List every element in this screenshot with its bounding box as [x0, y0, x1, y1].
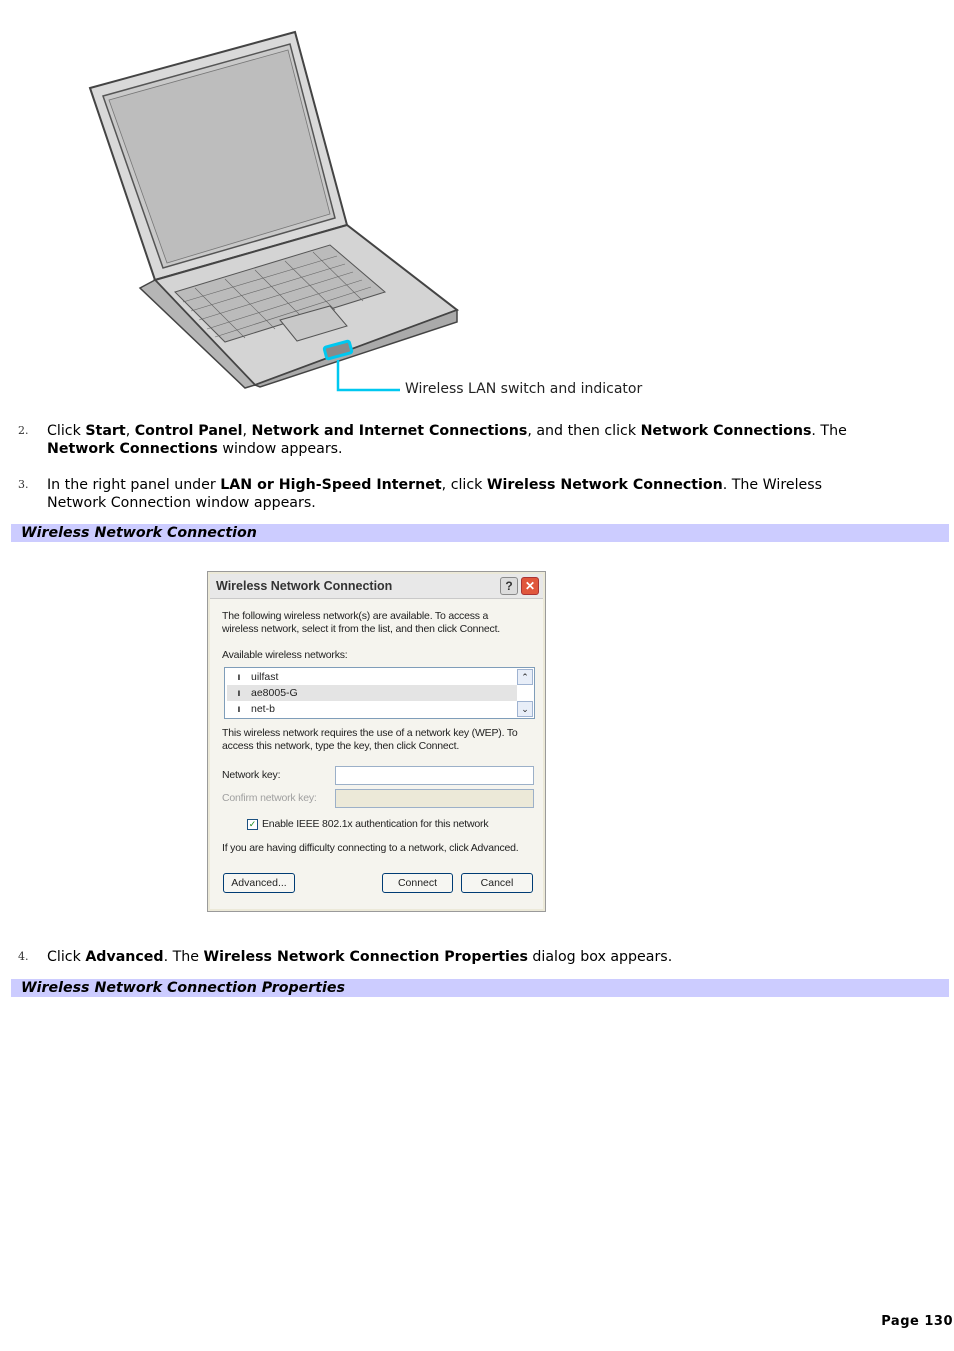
laptop-illustration	[85, 30, 655, 402]
wireless-connection-dialog	[207, 571, 546, 912]
confirm-key-field[interactable]	[335, 789, 534, 808]
callout-label: Wireless LAN switch and indicator	[405, 381, 643, 397]
network-key-label: Network key:	[222, 769, 281, 781]
page-number: Page 130	[881, 1314, 953, 1329]
list-item[interactable]: ı ae8005-G	[227, 685, 517, 701]
signal-icon: ı	[237, 703, 241, 715]
section-heading: Wireless Network Connection	[11, 524, 949, 542]
signal-icon: ı	[237, 671, 241, 683]
step-number: 3.	[18, 478, 29, 491]
checkbox-label: Enable IEEE 802.1x authentication for this network	[262, 818, 489, 830]
dialog-titlebar	[210, 574, 543, 599]
list-item[interactable]: ı uilfast	[227, 669, 517, 685]
scroll-down-icon[interactable]: ⌄	[517, 701, 533, 717]
step-4-text: Click Advanced. The Wireless Network Connection Properties dialog box appears.	[47, 949, 673, 965]
section-heading: Wireless Network Connection Properties	[11, 979, 949, 997]
advanced-button[interactable]: Advanced...	[223, 873, 295, 893]
available-label: Available wireless networks:	[222, 649, 348, 661]
confirm-key-label: Confirm network key:	[222, 792, 317, 804]
list-item[interactable]: ı net-b	[227, 701, 517, 717]
ieee-checkbox[interactable]: ✓	[248, 819, 257, 829]
difficulty-text: If you are having difficulty connecting to a network, click Advanced.	[222, 842, 519, 854]
step-number: 4.	[18, 950, 29, 963]
networks-list[interactable]	[224, 667, 535, 719]
step-number: 2.	[18, 424, 29, 437]
connect-button[interactable]: Connect	[382, 873, 453, 893]
intro-text: The following wireless network(s) are available. To access a wireless network, select it from the list, and then click Connect.	[222, 610, 501, 635]
signal-icon: ı	[237, 687, 241, 699]
dialog-title: Wireless Network Connection	[216, 579, 393, 593]
step-3-text: In the right panel under LAN or High-Speed Internet, click Wireless Network Connection. The Wireless Network Connection window appears.	[47, 477, 823, 511]
step-2-text: Click Start, Control Panel, Network and Internet Connections, and then click Network Connections. The Network Connections window appears.	[47, 423, 847, 457]
scroll-up-icon[interactable]: ⌃	[517, 669, 533, 685]
network-key-field[interactable]	[335, 766, 534, 785]
dialog-body	[210, 599, 543, 909]
cancel-button[interactable]: Cancel	[461, 873, 533, 893]
wep-text: This wireless network requires the use of a network key (WEP). To access this network, type the key, then click Connect.	[222, 727, 518, 752]
help-icon[interactable]: ?	[500, 577, 518, 595]
close-icon[interactable]: ✕	[521, 577, 539, 595]
